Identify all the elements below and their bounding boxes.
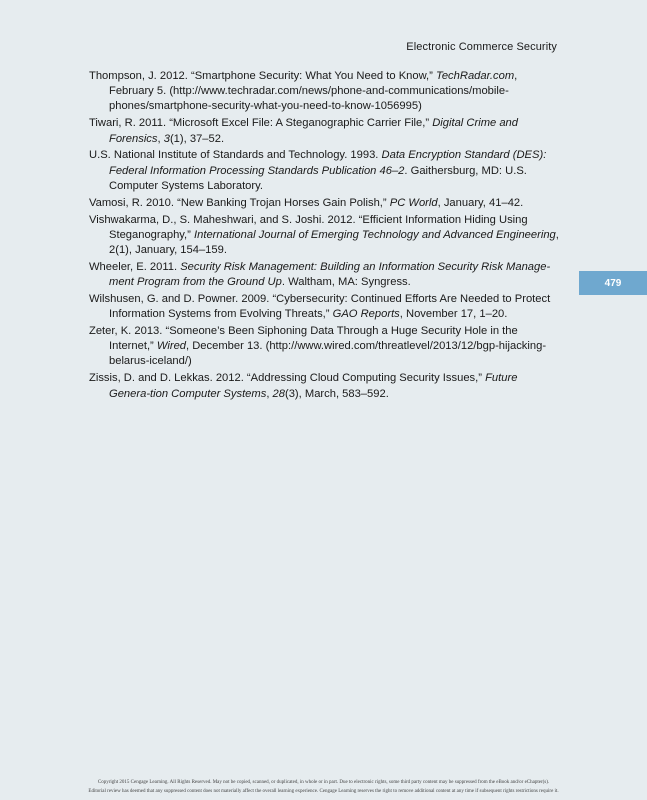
ref-text: , November 17, 1–20. bbox=[399, 308, 508, 321]
ref-text: Zeter, K. 2013. “Someone’s Been Siphoning Data Through a Huge Security Hole in the Internet,” bbox=[89, 325, 518, 353]
ref-italic: Data Encryption Standard (DES): Federal Information Processing Standards Publication 46–2 bbox=[109, 149, 547, 177]
footer-line: Editorial review has deemed that any suppressed content does not materially affect the overall learning experience. Cengage Learning reserves the right to remove additional content at any time if subsequent rights restrictions require it. bbox=[88, 789, 559, 794]
reference-entry bbox=[89, 324, 559, 370]
ref-text: Wilshusen, G. and D. Powner. 2009. “Cybersecurity: Continued Efforts Are Needed to Protect Information Systems from Evolving Threats,” bbox=[89, 292, 551, 321]
page-number-tab bbox=[579, 271, 647, 295]
ref-text: Vishwakarma, D., S. Maheshwari, and S. Joshi. 2012. “Efficient Information Hiding Using Steganography,” bbox=[89, 213, 528, 241]
ref-italic: 28 bbox=[272, 387, 285, 400]
ref-italic: TechRadar.com bbox=[436, 70, 515, 82]
footer-line: Copyright 2015 Cengage Learning. All Rights Reserved. May not be copied, scanned, or duplicated, in whole or in part. Due to electronic rights, some third party content may be suppressed from the eBook and/or eChapter(s). bbox=[97, 780, 550, 785]
ref-italic: Security Risk Management: Building an Information Security Risk Manage-ment Program from the Ground Up bbox=[109, 260, 551, 289]
reference-entry bbox=[89, 116, 559, 146]
ref-italic: Future Genera-tion Computer Systems bbox=[109, 372, 518, 400]
ref-text: Zissis, D. and D. Lekkas. 2012. “Addressing Cloud Computing Security Issues,” bbox=[89, 372, 486, 385]
reference-entry bbox=[89, 260, 559, 290]
ref-text: , bbox=[266, 387, 273, 400]
ref-italic: GAO Reports bbox=[332, 308, 400, 321]
reference-entry bbox=[89, 213, 559, 259]
reference-entry bbox=[89, 371, 559, 401]
ref-text: Vamosi, R. 2010. “New Banking Trojan Horses Gain Polish,” bbox=[89, 196, 390, 209]
ref-text: , 2(1), January, 154–159. bbox=[109, 228, 559, 256]
reference-entry bbox=[89, 148, 559, 194]
page-number: 479 bbox=[604, 277, 622, 289]
reference-entry bbox=[89, 196, 559, 211]
ref-italic: Digital Crime and Forensics bbox=[109, 117, 519, 145]
reference-list bbox=[89, 69, 559, 403]
copyright-footer bbox=[0, 778, 647, 796]
ref-italic: Wired bbox=[156, 340, 187, 353]
ref-text: Wheeler, E. 2011. bbox=[89, 260, 181, 273]
ref-text: . Waltham, MA: Syngress. bbox=[281, 276, 411, 289]
reference-entry bbox=[89, 69, 559, 115]
ref-text: U.S. National Institute of Standards and Technology. 1993. bbox=[89, 149, 382, 162]
reference-entry bbox=[89, 292, 559, 322]
ref-text: . Gaithersburg, MD: U.S. Computer Systems Laboratory. bbox=[109, 164, 527, 192]
ref-text: (1), 37–52. bbox=[169, 132, 225, 145]
ref-italic: 3 bbox=[163, 132, 170, 145]
ref-text: , February 5. (http://www.techradar.com/news/phone-and-communications/mobile-phones/smartphone-security-what-you-need-to-know-1056995) bbox=[109, 70, 518, 113]
ref-text: (3), March, 583–592. bbox=[284, 387, 389, 400]
ref-text: , January, 41–42. bbox=[437, 196, 524, 209]
ref-italic: PC World bbox=[389, 196, 438, 209]
ref-text: Tiwari, R. 2011. “Microsoft Excel File: A Steganographic Carrier File,” bbox=[89, 117, 433, 130]
ref-italic: International Journal of Emerging Technology and Advanced Engineering bbox=[194, 228, 556, 241]
ref-text: , December 13. (http://www.wired.com/threatlevel/2013/12/bgp-hijacking-belarus-iceland/) bbox=[109, 340, 547, 368]
ref-text: Thompson, J. 2012. “Smartphone Security: What You Need to Know,” bbox=[89, 70, 437, 82]
ref-text: , bbox=[157, 132, 164, 145]
running-header: Electronic Commerce Security bbox=[406, 41, 557, 53]
